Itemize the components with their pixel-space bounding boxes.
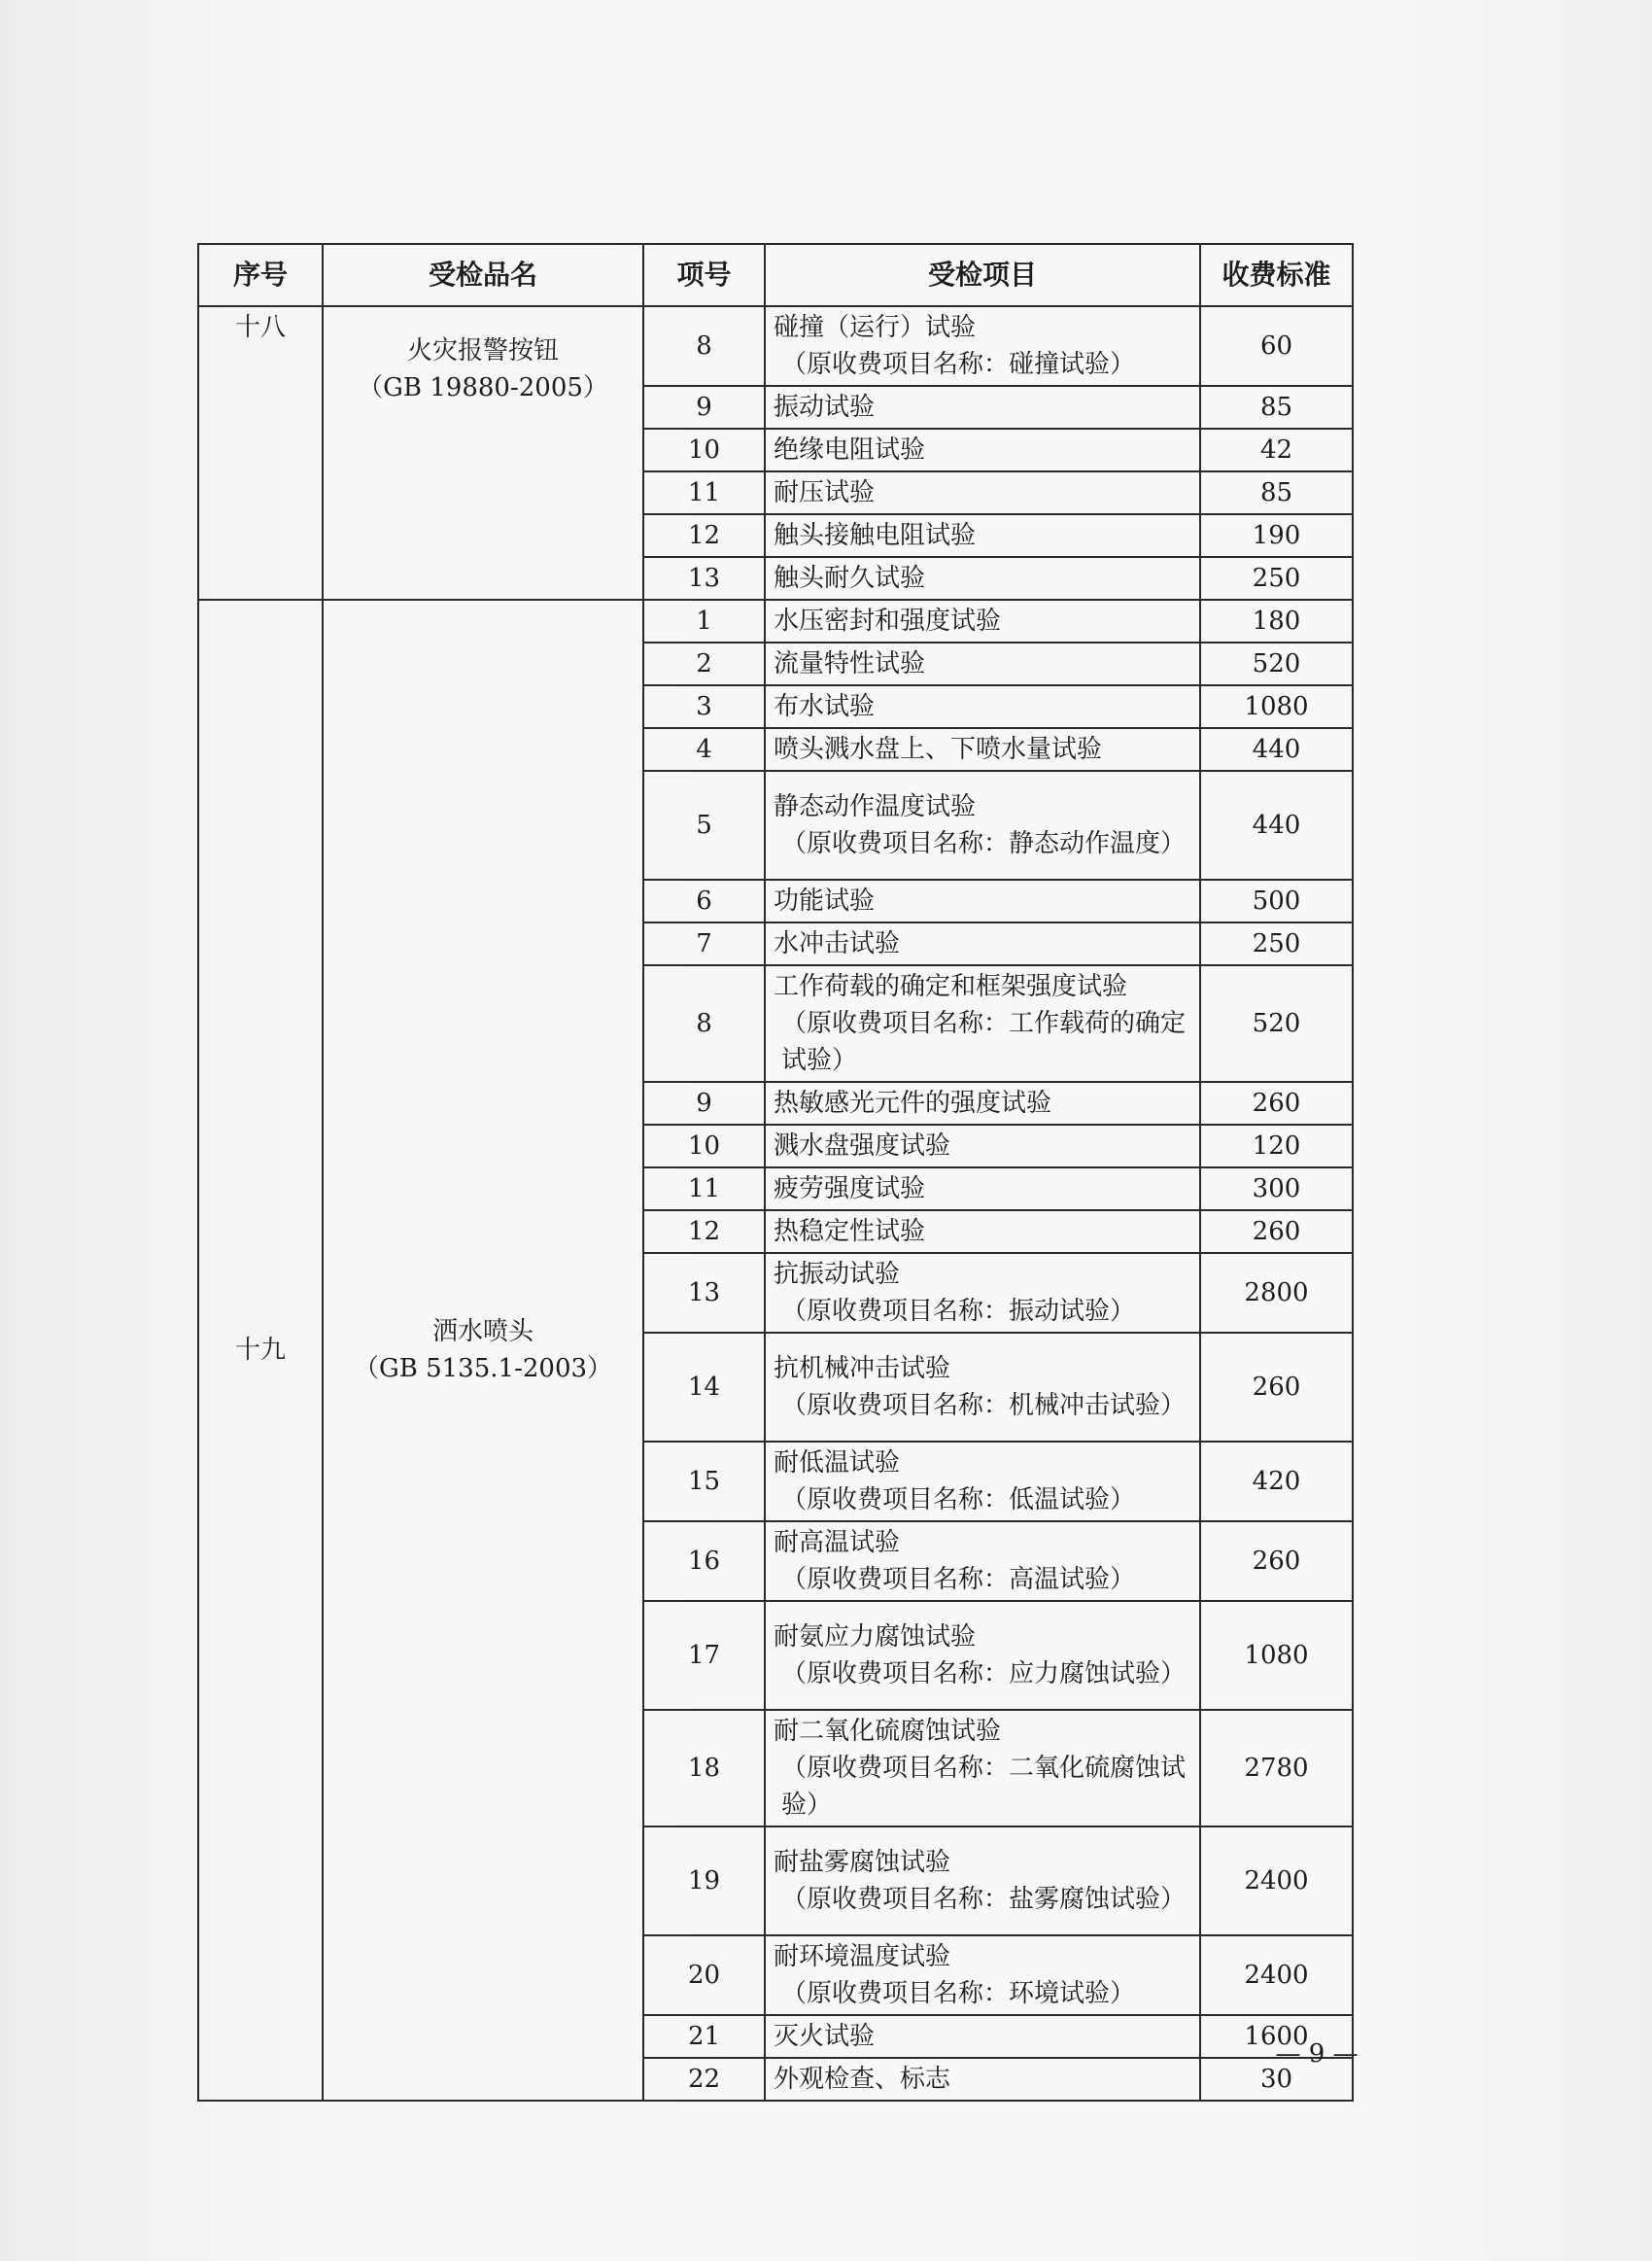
fee-value: 85 <box>1200 386 1353 429</box>
fee-value: 260 <box>1200 1333 1353 1442</box>
item-number: 13 <box>643 1253 765 1333</box>
item-number: 22 <box>643 2058 765 2101</box>
header-seq: 序号 <box>198 244 323 306</box>
fee-value: 2400 <box>1200 1935 1353 2015</box>
fee-value: 500 <box>1200 880 1353 922</box>
test-item-name: 耐低温试验 <box>774 1448 901 1478</box>
test-item <box>765 771 1200 880</box>
item-number: 3 <box>643 685 765 728</box>
test-item <box>765 728 1200 771</box>
item-number: 2 <box>643 643 765 685</box>
test-item-name: 热稳定性试验 <box>774 1217 926 1246</box>
original-item-name: （原收费项目名称：工作载荷的确定试验） <box>781 1009 1187 1075</box>
test-item <box>765 643 1200 685</box>
item-number: 19 <box>643 1826 765 1935</box>
test-item <box>765 880 1200 922</box>
test-item <box>765 600 1200 643</box>
fee-value: 520 <box>1200 643 1353 685</box>
fee-value: 60 <box>1200 306 1353 386</box>
item-number: 8 <box>643 306 765 386</box>
table-row <box>198 306 1353 386</box>
fee-value: 440 <box>1200 728 1353 771</box>
item-number: 6 <box>643 880 765 922</box>
test-item <box>765 965 1200 1082</box>
test-item-name: 静态动作温度试验 <box>774 792 977 821</box>
group-product <box>323 306 643 600</box>
item-number: 10 <box>643 1125 765 1167</box>
test-item <box>765 1826 1200 1935</box>
test-item <box>765 429 1200 471</box>
item-number: 16 <box>643 1521 765 1601</box>
item-number: 9 <box>643 1082 765 1125</box>
table-body <box>198 306 1353 2101</box>
product-standard: （GB 19880-2005） <box>358 373 608 402</box>
test-item <box>765 922 1200 965</box>
test-item <box>765 1210 1200 1253</box>
test-item-name: 布水试验 <box>774 692 876 721</box>
fee-value: 1080 <box>1200 685 1353 728</box>
item-number: 11 <box>643 471 765 514</box>
test-item <box>765 1442 1200 1521</box>
test-item <box>765 2058 1200 2101</box>
fee-value: 2400 <box>1200 1826 1353 1935</box>
group-seq: 十九 <box>198 600 323 2101</box>
test-item-name: 热敏感光元件的强度试验 <box>774 1089 1052 1118</box>
fee-value: 300 <box>1200 1167 1353 1210</box>
fee-value: 260 <box>1200 1082 1353 1125</box>
item-number: 12 <box>643 1210 765 1253</box>
header-test-item: 受检项目 <box>765 244 1200 306</box>
test-item-name: 耐环境温度试验 <box>774 1942 951 1971</box>
test-item-name: 疲劳强度试验 <box>774 1174 926 1203</box>
item-number: 10 <box>643 429 765 471</box>
test-item <box>765 306 1200 386</box>
item-number: 14 <box>643 1333 765 1442</box>
fee-value: 180 <box>1200 600 1353 643</box>
fee-value: 250 <box>1200 922 1353 965</box>
group-product <box>323 600 643 2101</box>
table-row <box>198 600 1353 643</box>
product-name: 洒水喷头 <box>431 1317 533 1346</box>
test-item <box>765 1935 1200 2015</box>
test-item-name: 溅水盘强度试验 <box>774 1131 951 1161</box>
test-item-name: 工作荷载的确定和框架强度试验 <box>774 972 1128 1001</box>
test-item-name: 水压密封和强度试验 <box>774 607 1002 636</box>
item-number: 15 <box>643 1442 765 1521</box>
original-item-name: （原收费项目名称：环境试验） <box>781 1979 1136 2008</box>
page-number: — 9 — <box>1275 2039 1359 2069</box>
test-item <box>765 514 1200 557</box>
test-item-name: 耐二氧化硫腐蚀试验 <box>774 1717 1002 1746</box>
test-item <box>765 1710 1200 1826</box>
fee-value: 420 <box>1200 1442 1353 1521</box>
test-item <box>765 1253 1200 1333</box>
item-number: 9 <box>643 386 765 429</box>
item-number: 12 <box>643 514 765 557</box>
test-item <box>765 1125 1200 1167</box>
fee-value: 250 <box>1200 557 1353 600</box>
item-number: 11 <box>643 1167 765 1210</box>
item-number: 7 <box>643 922 765 965</box>
test-item <box>765 1167 1200 1210</box>
test-item <box>765 1082 1200 1125</box>
test-item <box>765 1601 1200 1710</box>
original-item-name: （原收费项目名称：高温试验） <box>781 1565 1136 1594</box>
test-item-name: 振动试验 <box>774 393 876 422</box>
fee-value: 1080 <box>1200 1601 1353 1710</box>
item-number: 4 <box>643 728 765 771</box>
product-standard: （GB 5135.1-2003） <box>353 1354 613 1383</box>
test-item-name: 绝缘电阻试验 <box>774 435 926 465</box>
original-item-name: （原收费项目名称：低温试验） <box>781 1485 1136 1514</box>
item-number: 17 <box>643 1601 765 1710</box>
item-number: 8 <box>643 965 765 1082</box>
test-item-name: 触头耐久试验 <box>774 564 926 593</box>
fee-value: 190 <box>1200 514 1353 557</box>
header-product: 受检品名 <box>323 244 643 306</box>
item-number: 13 <box>643 557 765 600</box>
original-item-name: （原收费项目名称：二氧化硫腐蚀试验） <box>781 1754 1187 1820</box>
original-item-name: （原收费项目名称：振动试验） <box>781 1297 1136 1326</box>
table-header-row <box>198 244 1353 306</box>
fee-value: 2780 <box>1200 1710 1353 1826</box>
original-item-name: （原收费项目名称：应力腐蚀试验） <box>781 1659 1187 1688</box>
test-item-name: 耐高温试验 <box>774 1528 901 1557</box>
original-item-name: （原收费项目名称：机械冲击试验） <box>781 1391 1187 1420</box>
header-fee: 收费标准 <box>1200 244 1353 306</box>
test-item-name: 喷头溅水盘上、下喷水量试验 <box>774 735 1103 764</box>
test-item-name: 耐盐雾腐蚀试验 <box>774 1848 951 1877</box>
test-item <box>765 685 1200 728</box>
original-item-name: （原收费项目名称：盐雾腐蚀试验） <box>781 1885 1187 1914</box>
fee-value: 42 <box>1200 429 1353 471</box>
fee-table <box>197 243 1354 2102</box>
test-item-name: 耐压试验 <box>774 478 876 507</box>
test-item <box>765 1333 1200 1442</box>
test-item-name: 抗机械冲击试验 <box>774 1354 951 1383</box>
item-number: 1 <box>643 600 765 643</box>
item-number: 21 <box>643 2015 765 2058</box>
test-item-name: 抗振动试验 <box>774 1260 901 1289</box>
test-item-name: 触头接触电阻试验 <box>774 521 977 550</box>
item-number: 5 <box>643 771 765 880</box>
fee-value: 120 <box>1200 1125 1353 1167</box>
test-item <box>765 1521 1200 1601</box>
test-item <box>765 471 1200 514</box>
test-item-name: 碰撞（运行）试验 <box>774 313 977 342</box>
header-item-no: 项号 <box>643 244 765 306</box>
fee-value: 260 <box>1200 1521 1353 1601</box>
test-item <box>765 2015 1200 2058</box>
group-seq: 十八 <box>198 306 323 600</box>
test-item-name: 流量特性试验 <box>774 649 926 678</box>
item-number: 18 <box>643 1710 765 1826</box>
fee-value: 260 <box>1200 1210 1353 1253</box>
test-item-name: 功能试验 <box>774 887 876 916</box>
fee-value: 2800 <box>1200 1253 1353 1333</box>
fee-value: 1600 <box>1200 2015 1353 2058</box>
original-item-name: （原收费项目名称：碰撞试验） <box>781 350 1136 379</box>
test-item-name: 耐氨应力腐蚀试验 <box>774 1622 977 1652</box>
original-item-name: （原收费项目名称：静态动作温度） <box>781 829 1187 858</box>
test-item <box>765 557 1200 600</box>
test-item-name: 水冲击试验 <box>774 929 901 958</box>
fee-value: 520 <box>1200 965 1353 1082</box>
test-item <box>765 386 1200 429</box>
fee-value: 440 <box>1200 771 1353 880</box>
fee-value: 30 <box>1200 2058 1353 2101</box>
item-number: 20 <box>643 1935 765 2015</box>
fee-value: 85 <box>1200 471 1353 514</box>
test-item-name: 外观检查、标志 <box>774 2065 951 2094</box>
product-name: 火灾报警按钮 <box>406 336 559 365</box>
test-item-name: 灭火试验 <box>774 2022 876 2051</box>
